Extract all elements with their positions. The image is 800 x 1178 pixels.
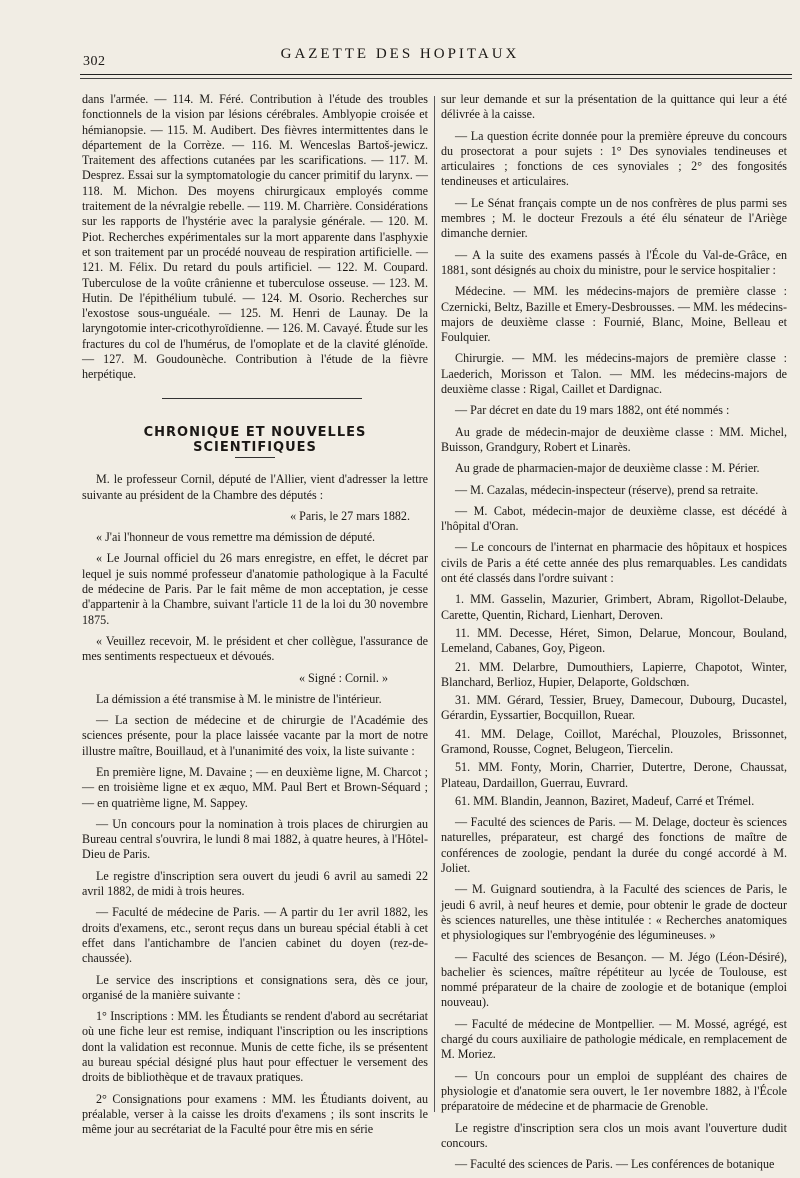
paragraph: Le registre d'inscription sera ouvert du jeudi 6 avril au samedi 22 avril 1882, de midi à trois heures. [82, 868, 428, 899]
ranking-list-item: 41. MM. Delage, Coillot, Maréchal, Plouzoles, Brissonnet, Gramond, Rousse, Cognet, Belugeon, Tiercelin. [441, 726, 787, 756]
paragraph: — Faculté de médecine de Montpellier. — M. Mossé, agrégé, est chargé du cours auxiliaire de pathologie médicale, en remplacement de M. Moriez. [441, 1016, 787, 1062]
paragraph: « J'ai l'honneur de vous remettre ma démission de député. [96, 530, 376, 545]
paragraph: — Le concours de l'internat en pharmacie des hôpitaux et hospices civils de Paris a été cette année des plus remarquables. Les candidats ont été classés dans l'ordre suivant : [441, 540, 787, 586]
thesis-list-paragraph: dans l'armée. — 114. M. Féré. Contribution à l'étude des troubles fonctionnels de la vision par lésions cérébrales. Amblyopie croisée et hémianopsie. — 115. M. Audibert. Des fièvres intermittentes dans le département de la Corrèze. — 116. M. Wenceslas Bartoš-jewicz. Traitement des affections cutanées par les scarifications. — 117. M. Desprez. Essai sur la symptomatologie du cancer primitif du larynx. — 118. M. Michon. Des moyens chirurgicaux employés comme traitement de la névralgie rebelle. — 119. M. Charrière. Considérations sur les rapports de l'hystérie avec la paralysie générale. — 120. M. Piot. Recherches expérimentales sur la mort apparente dans l'asphyxie et son traitement par un procédé nouveau de respiration artificielle. — 121. M. Félix. Du retard du pouls artificiel. — 122. M. Coupard. Tuberculose de la voûte crânienne et tuberculose osseuse. — 123. M. Hutin. De l'épithélium tubulé. — 124. M. Osorio. Recherches sur l'exostose sous-unguéale. — 125. M. Henri de Launay. De la laryngotomie inter-cricothyroïdienne. — 126. M. Cavayé. Étude sur les fractures du col de l'humérus, de l'omoplate et de la clavité glénoïde. — 127. M. Goudounèche. Contribution à l'étude de la fièvre herpétique. [82, 92, 428, 382]
paragraph: La démission a été transmise à M. le ministre de l'intérieur. [96, 691, 382, 706]
ranking-list-item: 11. MM. Decesse, Héret, Simon, Delarue, Moncour, Bouland, Lemeland, Cabanes, Goy, Pigeon. [441, 625, 787, 656]
page-number: 302 [83, 54, 106, 69]
paragraph: — Un concours pour un emploi de suppléant des chaires de physiologie et d'anatomie sera ouvert, le 1er novembre 1882, à l'École préparatoire de médecine et de pharmacie de Grenoble. [441, 1068, 787, 1114]
paragraph: — A la suite des examens passés à l'École du Val-de-Grâce, en 1881, sont désignés au choix du ministre, pour le service hospitalier : [441, 247, 787, 277]
paragraph: « Veuillez recevoir, M. le président et cher collègue, l'assurance de mes sentiments respectueux et dévoués. [82, 633, 428, 664]
paragraph: Le service des inscriptions et consignations sera, dès ce jour, organisé de la manière suivante : [82, 972, 428, 1002]
paragraph: Médecine. — MM. les médecins-majors de première classe : Czernicki, Beltz, Bazille et Emery-Desbrousses. — MM. les médecins-majors de deuxième classe : Fournié, Blanc, Moine, Belleau et Foulquier. [441, 284, 787, 345]
ranking-list-item: 31. MM. Gérard, Tessier, Bruey, Damecour, Dubourg, Ducastel, Gérardin, Eyssartier, Bocquillon, Ruear. [441, 693, 787, 723]
column-divider [434, 96, 435, 1112]
header-rule [80, 74, 792, 75]
paragraph: En première ligne, M. Davaine ; — en deuxième ligne, M. Charcot ; — en troisième ligne et ex æquo, MM. Paul Bert et Brown-Séquard ; — en quatrième ligne, M. Sappey. [82, 764, 428, 810]
paragraph: — Faculté des sciences de Paris. — Les conférences de botanique [455, 1157, 775, 1172]
paragraph: — Faculté des sciences de Besançon. — M. Jégo (Léon-Désiré), bachelier ès sciences, maître répétiteur au lycée de Toulouse, est nommé préparateur de la chaire de zoologie et de botanique (emploi nouveau). [441, 949, 787, 1010]
paragraph: — M. Guignard soutiendra, à la Faculté des sciences de Paris, le jeudi 6 avril, à neuf heures et demie, pour obtenir le grade de docteur ès sciences naturelles, une thèse intitulée : « Recherches anatomiques et physiologiques sur l'embryogénie des légumineuses. » [441, 882, 787, 943]
paragraph: 1° Inscriptions : MM. les Étudiants se rendent d'abord au secrétariat où une fiche leur est remise, indiquant l'inscription ou les inscriptions dont la validation est reconnue. Munis de cette fiche, ils se présentent au bureau spécial désigné plus haut pour effectuer le versement des droits de bibliothèque et de travaux pratiques. [82, 1009, 428, 1085]
heading-underline [235, 457, 275, 458]
paragraph: Chirurgie. — MM. les médecins-majors de première classe : Laederich, Morisson et Talon. — MM. les médecins-majors de deuxième classe : Rigal, Caillet et Dardignac. [441, 351, 787, 397]
paragraph: — Un concours pour la nomination à trois places de chirurgien au Bureau central s'ouvrira, le lundi 8 mai 1882, à quatre heures, à l'Hôtel-Dieu de Paris. [82, 816, 428, 862]
letter-signature: « Signé : Cornil. » [298, 670, 388, 685]
paragraph: — M. Cabot, médecin-major de deuxième classe, est décédé à l'hôpital d'Oran. [441, 503, 787, 534]
ranking-list-item: 61. MM. Blandin, Jeannon, Baziret, Madeuf, Carré et Trémel. [455, 793, 755, 808]
paragraph: — M. Cazalas, médecin-inspecteur (réserve), prend sa retraite. [455, 482, 759, 497]
paragraph: Le registre d'inscription sera clos un mois avant l'ouverture dudit concours. [441, 1120, 787, 1150]
paragraph: — La question écrite donnée pour la première épreuve du concours du prosectorat a pour sujets : 1° Des synoviales tendineuses et articulaires ; fonctions de ces synoviales ; 2° des fongosités tendineuses et articulaires. [441, 128, 787, 189]
left-column [82, 92, 428, 1144]
paragraph: — Par décret en date du 19 mars 1882, ont été nommés : [455, 403, 730, 418]
ranking-list-item: 1. MM. Gasselin, Mazurier, Grimbert, Abram, Rigollot-Delaube, Carette, Quentin, Richard, Lienhart, Deroven. [441, 592, 787, 622]
ranking-list-item: 21. MM. Delarbre, Dumouthiers, Lapierre, Chapotot, Winter, Blanchard, Berlioz, Hupier, Delaporte, Goldschœn. [441, 659, 787, 689]
paragraph: M. le professeur Cornil, député de l'Allier, vient d'adresser la lettre suivante au président de la Chambre des députés : [82, 472, 428, 502]
paragraph: Au grade de médecin-major de deuxième classe : MM. Michel, Buisson, Grandgury, Robert et Linarès. [441, 424, 787, 454]
ranking-list-item: 51. MM. Fonty, Morin, Charrier, Dutertre, Derone, Chaussat, Plateau, Dardaillon, Guerrau, Euvrard. [441, 760, 787, 790]
paragraph: sur leur demande et sur la présentation de la quittance qui leur a été délivrée à la caisse. [441, 92, 787, 122]
section-separator [82, 389, 428, 407]
paragraph: « Le Journal officiel du 26 mars enregistre, en effet, le décret par lequel je suis nommé professeur d'anatomie pathologique à la Faculté de médecine de Paris. Par le fait même de mon acceptation, je cesse d'appartenir à la Chambre, suivant l'article 11 de la loi du 30 novembre 1875. [82, 551, 428, 627]
header-rule-thin [80, 78, 792, 79]
letter-date: « Paris, le 27 mars 1882. [290, 508, 410, 523]
running-title: GAZETTE DES HOPITAUX [280, 46, 520, 62]
right-column [441, 92, 787, 1178]
paragraph: — Faculté de médecine de Paris. — A partir du 1er avril 1882, les droits d'examens, etc., seront reçus dans un bureau spécial établi à cet effet dans l'antichambre de l'ancien cabinet du doyen (rez-de-chaussée). [82, 905, 428, 966]
paragraph: — La section de médecine et de chirurgie de l'Académie des sciences présente, pour la place laissée vacante par la mort de notre illustre maître, Bouillaud, et à l'unanimité des voix, la liste suivante : [82, 713, 428, 758]
paragraph: — Faculté des sciences de Paris. — M. Delage, docteur ès sciences naturelles, préparateur, est chargé des fonctions de maître de conférences de zoologie, pendant la durée du congé accordé à M. Joliet. [441, 815, 787, 876]
paragraph: Au grade de pharmacien-major de deuxième classe : M. Périer. [455, 461, 760, 476]
paragraph: 2° Consignations pour examens : MM. les Étudiants doivent, au préalable, verser à la caisse les droits d'examens ; ils sont inscrits le même jour au secrétariat de la Faculté pour être mis en série [82, 1091, 428, 1137]
paragraph: — Le Sénat français compte un de nos confrères de plus parmi ses membres ; M. le docteur Frezouls a été élu sénateur de l'Ariège dimanche dernier. [441, 195, 787, 241]
section-heading: CHRONIQUE ET NOUVELLES SCIENTIFIQUES [143, 424, 367, 455]
